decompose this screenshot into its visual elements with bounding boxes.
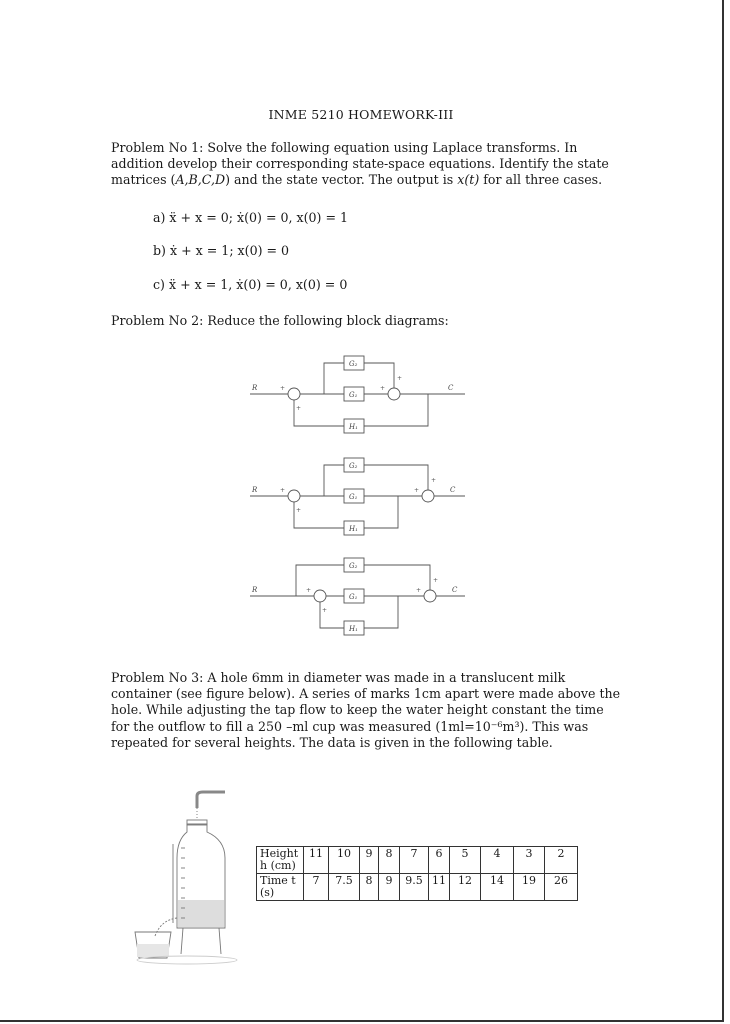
svg-text:+: + [414,487,420,494]
diagram3-h1-label: H₁ [349,625,358,633]
time-cell: 11 [429,874,450,901]
height-header: Height h (cm) [257,847,304,874]
svg-text:+: + [296,507,302,514]
diagram3-input-label: R [252,586,258,594]
table-row-height [257,847,578,874]
diagram1-h1-label: H₁ [349,423,358,431]
height-cell: 10 [329,847,360,874]
block-diagram-1 [240,350,480,440]
svg-text:+: + [416,587,422,594]
table-row-time [257,874,578,901]
svg-text:+: + [433,577,439,584]
height-cell: 5 [450,847,481,874]
diagram2-input-label: R [252,486,258,494]
time-cell: 7 [304,874,329,901]
diagram2-output-label: C [450,486,456,494]
height-cell: 2 [545,847,578,874]
page-title: INME 5210 HOMEWORK-III [268,107,454,122]
time-cell: 14 [481,874,514,901]
height-cell: 4 [481,847,514,874]
time-cell: 7.5 [329,874,360,901]
svg-text:+: + [397,375,403,382]
problem1-text: Problem No 1: Solve the following equation using Laplace transforms. In addition develop their corresponding state-space equations. Identify the state matrices (A,B,C,D) and the state vector. The output is x(t) for all three cases. [111,140,609,188]
height-cell: 6 [429,847,450,874]
time-cell: 9.5 [400,874,429,901]
milk-container-illustration [125,788,245,968]
diagram3-output-label: C [452,586,458,594]
equation-a: a) ẍ + x = 0; ẋ(0) = 0, x(0) = 1 [153,210,349,225]
diagram2-g1-label: G₁ [349,493,358,501]
height-cell: 7 [400,847,429,874]
height-time-table [256,846,578,901]
diagram2-h1-label: H₁ [349,525,358,533]
height-cell: 9 [360,847,379,874]
time-cell: 12 [450,874,481,901]
problem3-text: Problem No 3: A hole 6mm in diameter was made in a translucent milk container (see figure below). A series of marks 1cm apart were made above the hole. While adjusting the tap flow to keep the water height constant the time for the outflow to fill a 250 –ml cup was measured (1ml=10⁻⁶m³). This was repeated for several heights. The data is given in the following table. [111,670,621,750]
height-cell: 8 [379,847,400,874]
height-cell: 3 [514,847,545,874]
time-cell: 19 [514,874,545,901]
diagram3-g1-label: G₁ [349,593,358,601]
time-cell: 9 [379,874,400,901]
height-cell: 11 [304,847,329,874]
block-diagram-2 [240,452,480,542]
diagram1-g1-label: G₁ [349,391,358,399]
diagram3-g2-label: G₂ [349,562,358,570]
equation-c: c) ẍ + x = 1, ẋ(0) = 0, x(0) = 0 [153,277,348,292]
equation-b: b) ẋ + x = 1; x(0) = 0 [153,243,290,258]
time-cell: 8 [360,874,379,901]
svg-text:+: + [280,385,286,392]
svg-text:+: + [306,587,312,594]
svg-text:+: + [296,405,302,412]
svg-text:+: + [380,385,386,392]
svg-text:+: + [322,607,328,614]
diagram1-output-label: C [448,384,454,392]
problem2-text: Problem No 2: Reduce the following block diagrams: [111,313,449,328]
diagram2-g2-label: G₂ [349,462,358,470]
svg-text:+: + [280,487,286,494]
diagram1-input-label: R [252,384,258,392]
diagram1-g2-label: G₂ [349,360,358,368]
block-diagram-3 [240,552,480,642]
svg-text:+: + [431,477,437,484]
time-cell: 26 [545,874,578,901]
time-header: Time t (s) [257,874,304,901]
